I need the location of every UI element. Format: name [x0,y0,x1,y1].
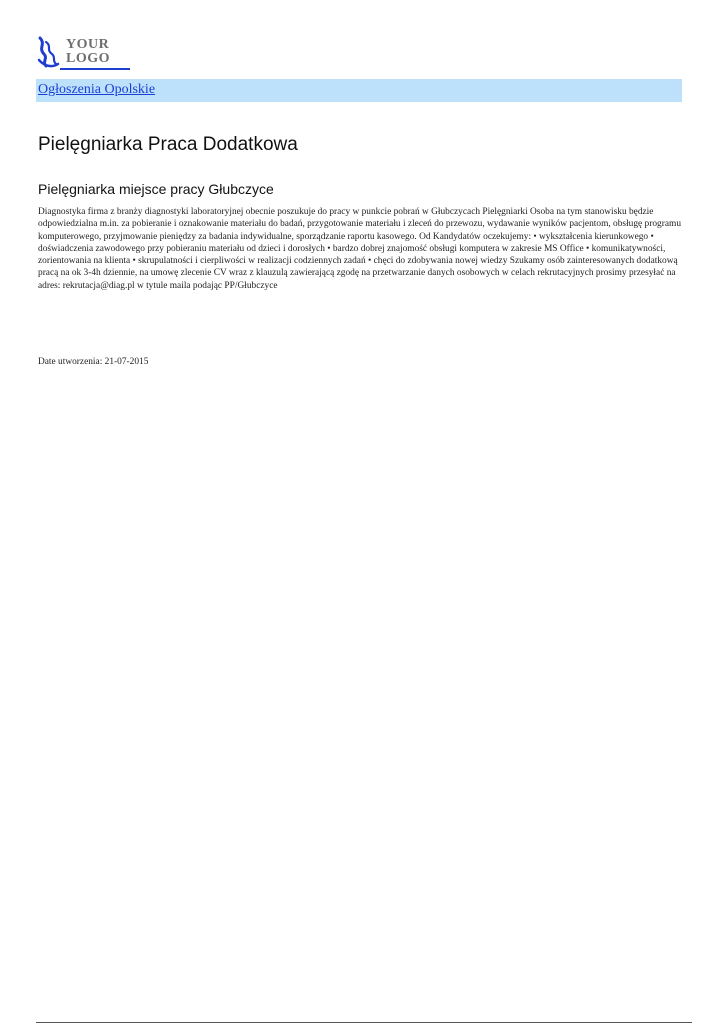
logo-text-line2: LOGO [66,51,111,66]
creation-date: Date utworzenia: 21-07-2015 [38,357,149,367]
page-title: Pielęgniarka Praca Dodatkowa [38,134,298,155]
logo-text-line1: YOUR [66,37,110,52]
logo-text [66,38,110,66]
nav-bar [36,79,682,102]
ogloszenia-opolskie-link[interactable]: Ogłoszenia Opolskie [38,82,156,97]
job-description: Diagnostyka firma z branży diagnostyki laboratoryjnej obecnie poszukuje do pracy w punkcie pobrań w Głubczycach Pielęgniarki Osoba na tym stanowisku będzie odpowiedzialna m.in. za pobieranie i oznakowanie materiału do badań, przygotowanie materiału i zleceń do przewozu, wydawanie wyników pacjentom, obsługę programu komputerowego, przyjmowanie pieniędzy za badania indywidualne, sporządzanie raportu kasowego. Od Kandydatów oczekujemy: • wykształcenia kierunkowego • doświadczenia zawodowego przy pobieraniu materiału od dzieci i dorosłych • bardzo dobrej znajomość obsługi komputera w zakresie MS Office • komunikatywności, zorientowania na klienta • skrupulatności i cierpliwości w realizacji codziennych zadań • chęci do zdobywania nowej wiedzy Szukamy osób zainteresowanych dodatkową pracą na ok 3-4h dziennie, na umowę zlecenie CV wraz z klauzulą zawierającą zgodę na przetwarzanie danych osobowych w celach rekrutacyjnych prosimy przesyłać na adres: rekrutacja@diag.pl w tytule maila podając PP/Głubczyce [38,207,682,291]
job-subtitle: Pielęgniarka miejsce pracy Głubczyce [38,181,274,197]
logo [36,36,136,72]
footer-divider [36,1022,692,1023]
